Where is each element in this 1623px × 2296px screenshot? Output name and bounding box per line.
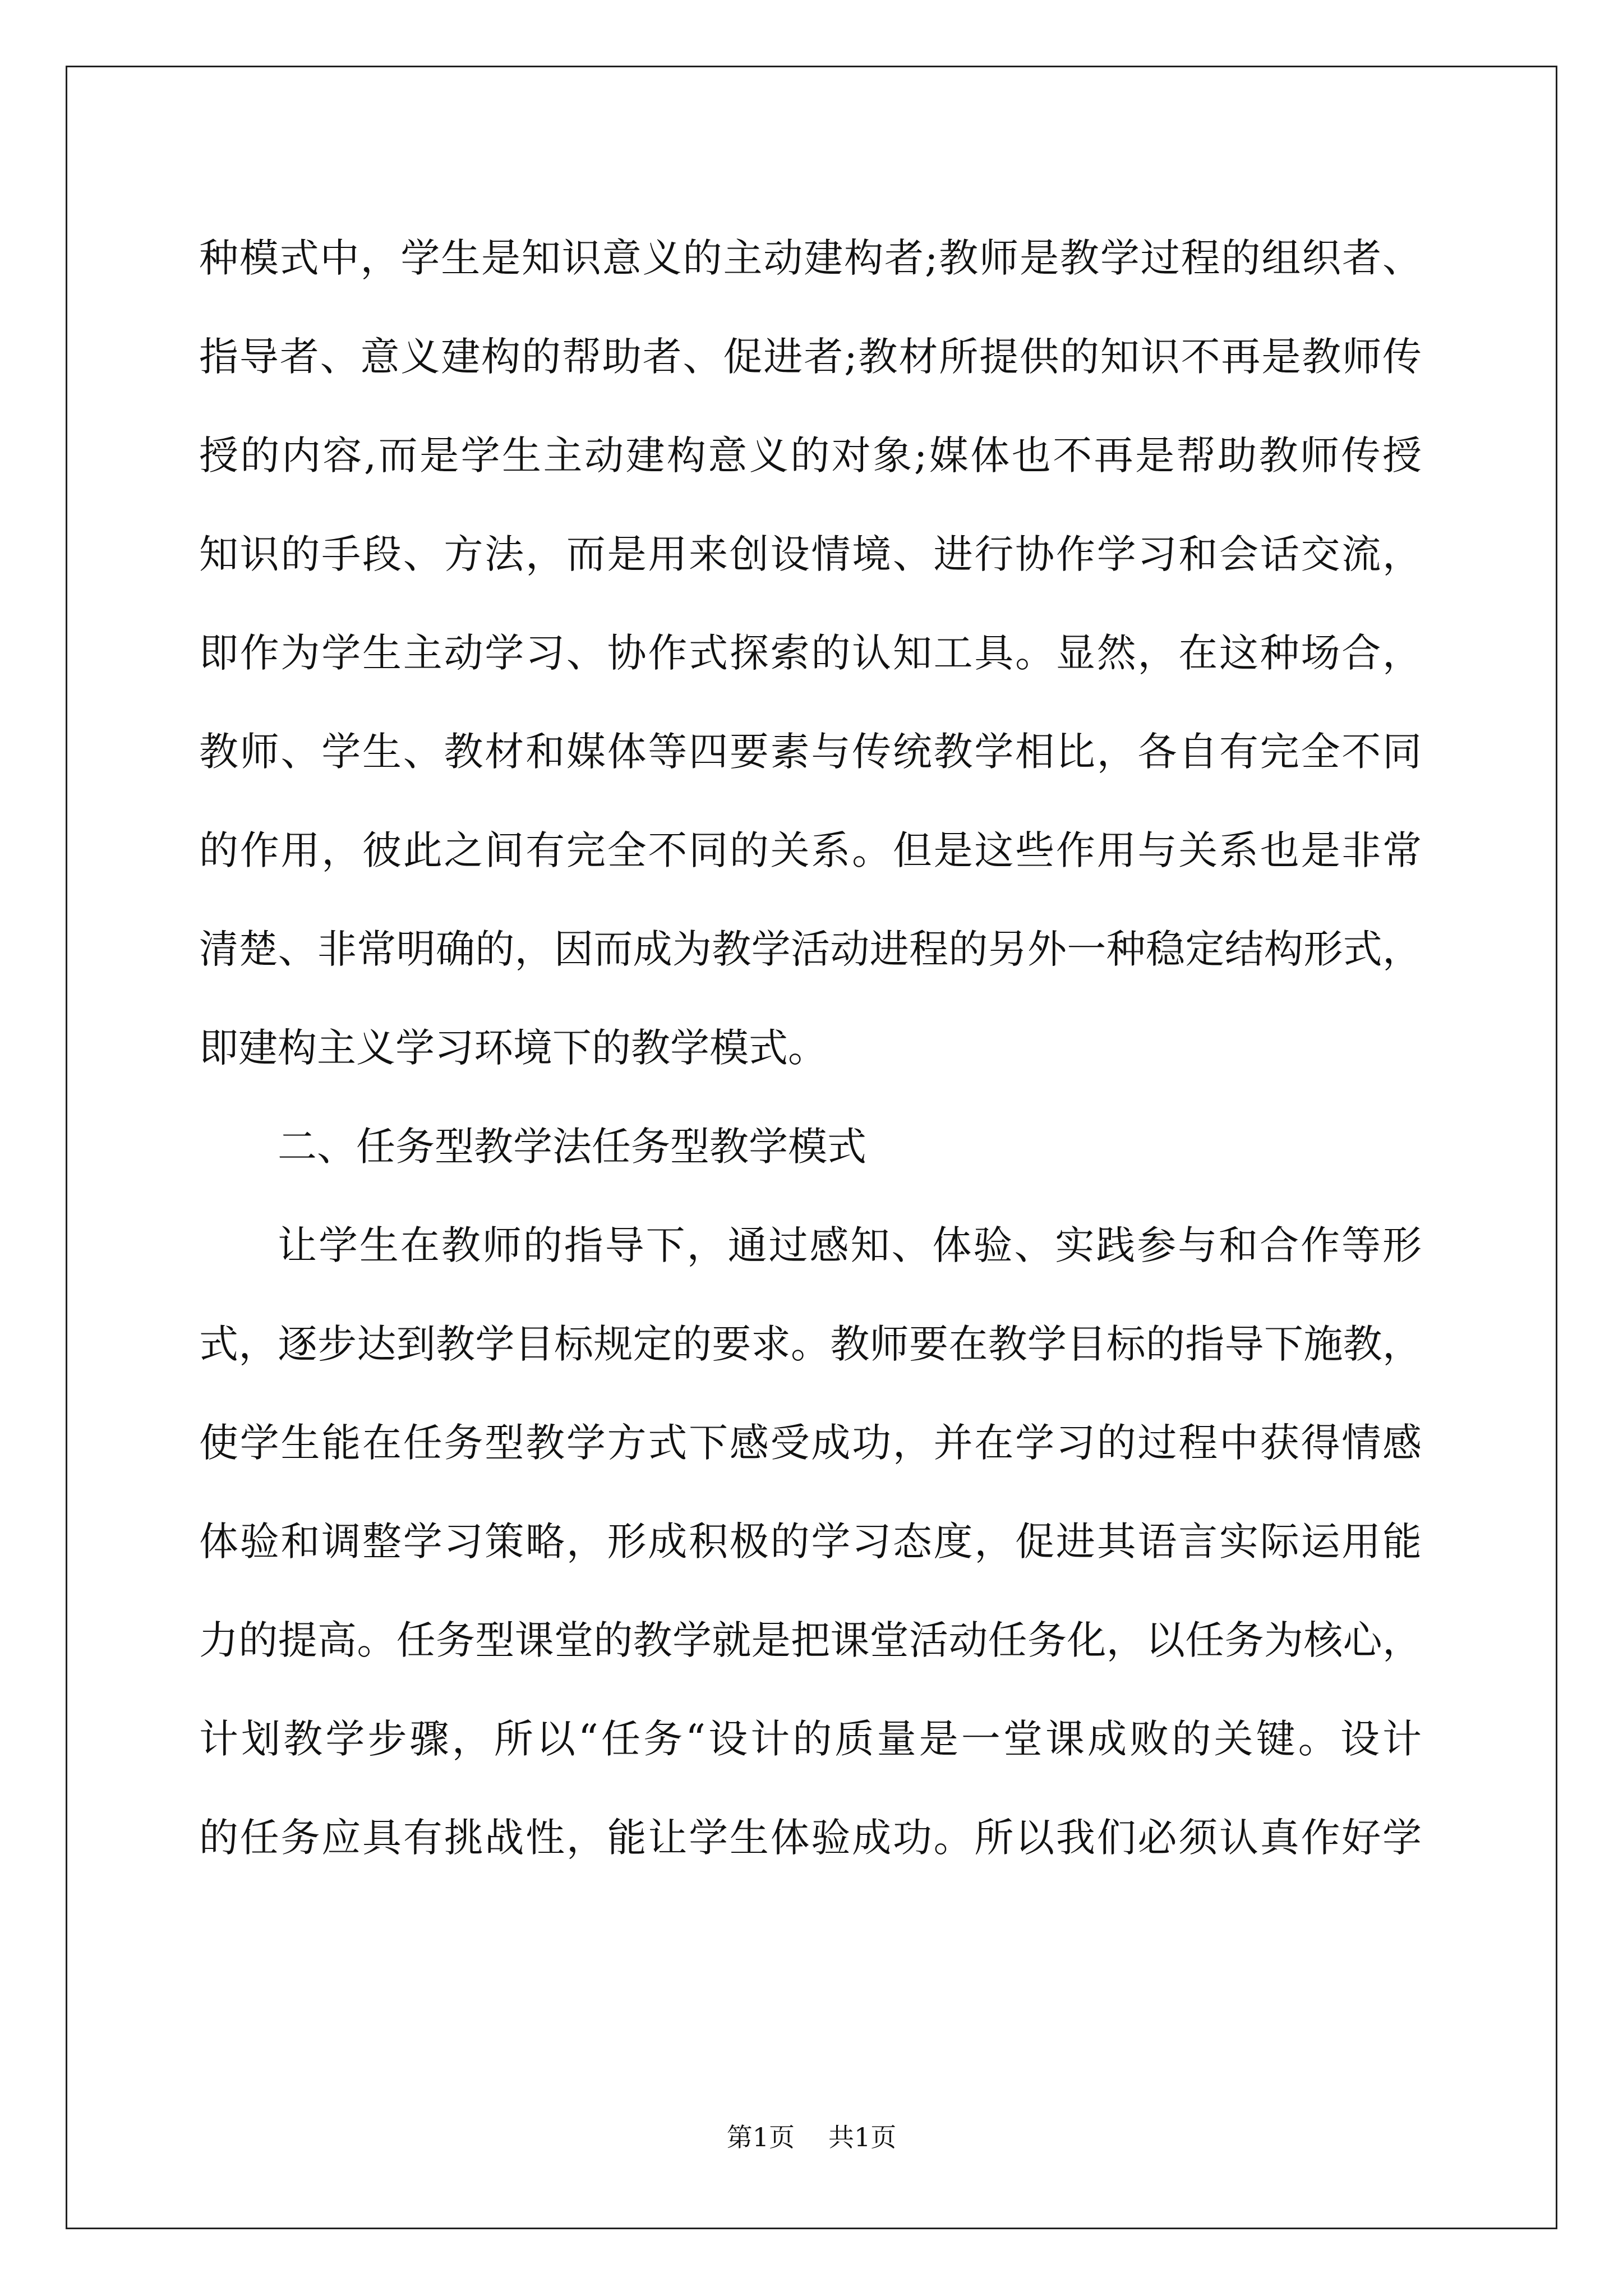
text-line: 计划教学步骤，所以“任务“设计的质量是一堂课成败的关键。设计: [199, 1716, 1422, 1762]
text-line: 即作为学生主动学习、协作式探索的认知工具。显然，在这种场合，: [199, 630, 1422, 676]
text-line: 二、任务型教学法任务型教学模式: [278, 1124, 866, 1170]
text-line: 即建构主义学习环境下的教学模式。: [199, 1025, 827, 1071]
page-number: 第1页: [726, 2122, 795, 2152]
text-line: 的作用，彼此之间有完全不同的关系。但是这些作用与关系也是非常: [199, 827, 1422, 873]
text-line: 指导者、意义建构的帮助者、促进者;教材所提供的知识不再是教师传: [199, 334, 1422, 380]
text-line: 清楚、非常明确的，因而成为教学活动进程的另外一种稳定结构形式，: [199, 926, 1422, 972]
text-line: 让学生在教师的指导下，通过感知、体验、实践参与和合作等形: [278, 1222, 1422, 1268]
text-line: 种模式中，学生是知识意义的主动建构者;教师是教学过程的组织者、: [199, 235, 1422, 281]
text-line: 体验和调整学习策略，形成积极的学习态度，促进其语言实际运用能: [199, 1519, 1422, 1565]
text-line: 教师、学生、教材和媒体等四要素与传统教学相比，各自有完全不同: [199, 729, 1422, 775]
text-line: 授的内容,而是学生主动建构意义的对象;媒体也不再是帮助教师传授: [199, 432, 1422, 478]
text-line: 知识的手段、方法，而是用来创设情境、进行协作学习和会话交流，: [199, 531, 1422, 577]
text-line: 力的提高。任务型课堂的教学就是把课堂活动任务化，以任务为核心，: [199, 1617, 1422, 1663]
text-line: 使学生能在任务型教学方式下感受成功，并在学习的过程中获得情感: [199, 1420, 1422, 1466]
text-line: 式，逐步达到教学目标规定的要求。教师要在教学目标的指导下施教，: [199, 1321, 1422, 1367]
document-body: [199, 209, 1422, 1887]
page-footer: [0, 2120, 1623, 2154]
page-total: 共1页: [828, 2122, 897, 2152]
text-line: 的任务应具有挑战性，能让学生体验成功。所以我们必须认真作好学: [199, 1815, 1422, 1861]
